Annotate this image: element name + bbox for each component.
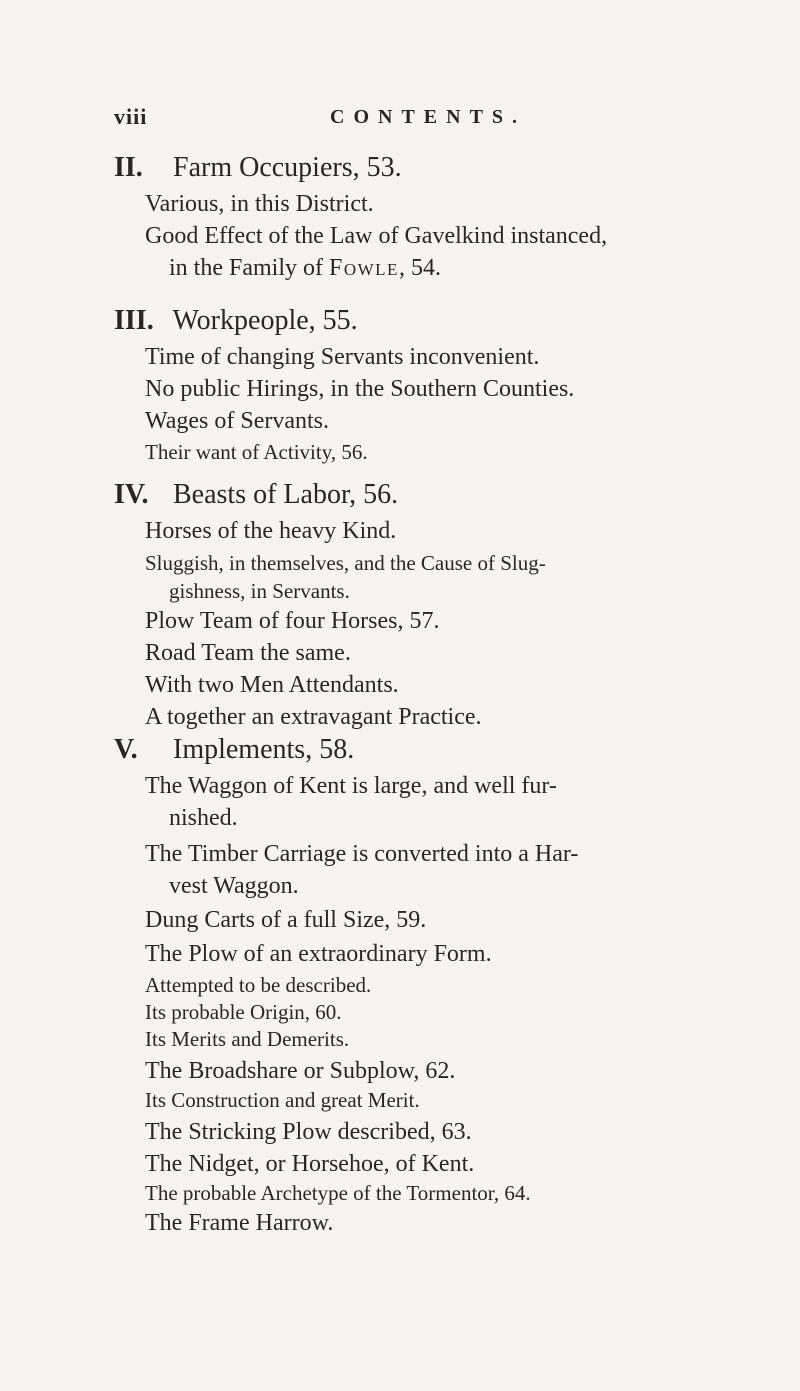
contents-entry: The Broadshare or Subplow, 62. bbox=[145, 1058, 456, 1084]
section-number: IV. bbox=[114, 479, 149, 510]
entry-continuation-prefix: in the Family of bbox=[169, 255, 329, 281]
page-header bbox=[114, 104, 740, 144]
contents-entry: A together an extravagant Practice. bbox=[145, 704, 482, 730]
contents-entry: Dung Carts of a full Size, 59. bbox=[145, 907, 427, 933]
section-iv bbox=[114, 478, 754, 733]
contents-subentry: Its Construction and great Merit. bbox=[145, 1088, 420, 1112]
section-ii bbox=[114, 151, 754, 284]
entry-continuation: gishness, in Servants. bbox=[169, 579, 350, 603]
contents-subentry: Their want of Activity, 56. bbox=[145, 440, 368, 464]
contents-entry: Horses of the heavy Kind. bbox=[145, 518, 397, 544]
section-title: Implements, 58. bbox=[173, 734, 355, 765]
section-heading bbox=[114, 478, 754, 512]
section-title: Farm Occupiers, 53. bbox=[173, 152, 402, 183]
contents-entry: Plow Team of four Horses, 57. bbox=[145, 608, 440, 634]
section-number: II. bbox=[114, 152, 143, 183]
family-name: Fowle bbox=[328, 255, 399, 281]
section-entries bbox=[114, 770, 754, 1239]
contents-entry: The Frame Harrow. bbox=[145, 1210, 334, 1236]
section-heading bbox=[114, 151, 754, 185]
section-iii bbox=[114, 304, 754, 467]
contents-entry bbox=[145, 220, 754, 284]
contents-subentry: The probable Archetype of the Tormentor, 64. bbox=[145, 1181, 531, 1205]
entry-line: The Waggon of Kent is large, and well fur- bbox=[145, 773, 557, 799]
entry-line: Sluggish, in themselves, and the Cause of Slug- bbox=[145, 551, 546, 575]
section-entries bbox=[114, 188, 754, 284]
contents-subentry: Attempted to be described. bbox=[145, 973, 372, 997]
contents-entry: With two Men Attendants. bbox=[145, 672, 399, 698]
page-number: viii bbox=[114, 104, 148, 129]
section-heading bbox=[114, 733, 754, 767]
contents-subentry bbox=[145, 549, 754, 605]
contents-subentry: Its probable Origin, 60. bbox=[145, 1000, 342, 1024]
contents-entry bbox=[145, 770, 754, 834]
contents-entry: The Stricking Plow described, 63. bbox=[145, 1119, 472, 1145]
entry-line: The Timber Carriage is converted into a Har- bbox=[145, 841, 579, 867]
section-entries bbox=[114, 515, 754, 733]
section-heading bbox=[114, 304, 754, 338]
section-title: Workpeople, 55. bbox=[172, 305, 358, 336]
entry-continuation bbox=[145, 252, 754, 284]
section-v bbox=[114, 733, 754, 1239]
contents-entry: Wages of Servants. bbox=[145, 408, 330, 434]
entry-continuation: nished. bbox=[169, 805, 238, 831]
section-number: V. bbox=[114, 734, 138, 765]
contents-subentry: Its Merits and Demerits. bbox=[145, 1027, 350, 1051]
contents-entry: Time of changing Servants inconvenient. bbox=[145, 344, 540, 370]
contents-entry bbox=[145, 838, 754, 902]
running-head: CONTENTS. bbox=[330, 106, 527, 128]
section-entries bbox=[114, 341, 754, 467]
contents-entry: The Nidget, or Horsehoe, of Kent. bbox=[145, 1151, 475, 1177]
contents-entry: No public Hirings, in the Southern Counties. bbox=[145, 376, 575, 402]
section-number: III. bbox=[114, 305, 154, 336]
entry-line: Good Effect of the Law of Gavelkind instanced, bbox=[145, 223, 608, 249]
contents-entry: Various, in this District. bbox=[145, 191, 374, 217]
entry-continuation: vest Waggon. bbox=[169, 873, 299, 899]
section-title: Beasts of Labor, 56. bbox=[173, 479, 399, 510]
contents-entry: Road Team the same. bbox=[145, 640, 351, 666]
entry-continuation-suffix: , 54. bbox=[398, 255, 441, 281]
contents-entry: The Plow of an extraordinary Form. bbox=[145, 941, 492, 967]
